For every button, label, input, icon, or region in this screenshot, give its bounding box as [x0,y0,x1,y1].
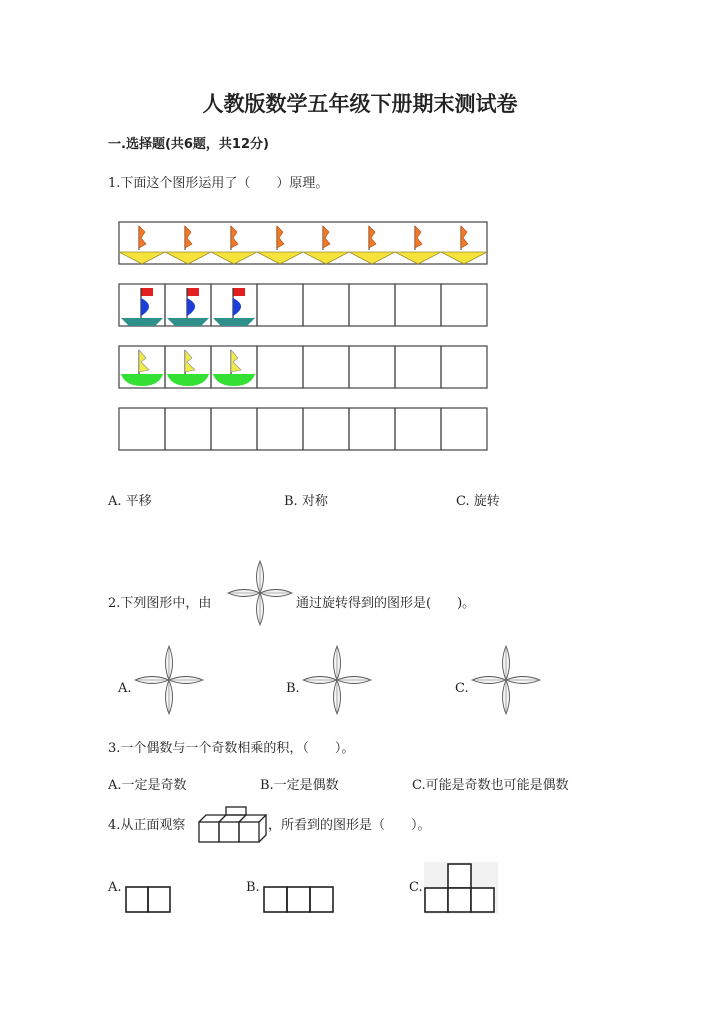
blue-sail-icon [187,298,195,316]
q4-option-c[interactable]: C. [409,880,423,895]
boat-hull-icon [213,318,255,326]
red-flag-icon [141,288,153,296]
section-heading: 一.选择题(共6题，共12分) [108,137,269,152]
boat-row-green [119,346,487,388]
boat-hull-icon [167,318,209,326]
flag-triangle [303,252,349,264]
question-2-text-start: 2.下列图形中，由 [108,596,212,611]
green-hull-icon [167,374,209,386]
flag-triangle [441,252,487,264]
flag-icon [185,226,192,248]
red-flag-icon [187,288,199,296]
flag-icon [415,226,422,248]
empty-row [119,408,487,450]
flag-icon [231,226,238,248]
q4-option-b-shape [263,886,335,914]
yellow-sail-icon [139,350,149,372]
question-4-text-start: 4.从正面观察 [108,818,186,833]
flag-icon [139,226,146,248]
flag-triangle [211,252,257,264]
flag-icon [369,226,376,248]
q2-option-a[interactable]: A. [118,681,132,696]
flag-triangle [119,252,165,264]
question-4-text-end: ，所看到的图形是（ ）。 [268,818,431,833]
petal-figure-icon [225,558,295,628]
yellow-sail-icon [231,350,241,372]
flag-triangle [349,252,395,264]
page-title: 人教版数学五年级下册期末测试卷 [202,92,518,116]
q1-option-b[interactable]: B. 对称 [284,494,328,509]
flag-icon [461,226,468,248]
q3-option-a[interactable]: A.一定是奇数 [108,778,187,793]
green-hull-icon [121,374,163,386]
q2-option-c[interactable]: C. [455,681,469,696]
flag-icon [323,226,330,248]
pattern-figure [118,220,490,455]
boat-hull-icon [121,318,163,326]
boat-row-blue [119,284,487,326]
q4-option-a-shape [125,886,173,914]
question-3-text: 3.一个偶数与一个奇数相乘的积，（ ）。 [108,741,355,756]
q3-option-c[interactable]: C.可能是奇数也可能是偶数 [412,778,569,793]
blue-sail-icon [141,298,149,316]
q2-option-b[interactable]: B. [286,681,300,696]
cube-stack-icon [198,806,266,846]
question-2-text-end: 通过旋转得到的图形是( )。 [296,596,476,611]
flag-triangle [165,252,211,264]
q1-option-c[interactable]: C. 旋转 [456,494,500,509]
q2-option-a-petal-icon [134,643,204,717]
yellow-sail-icon [185,350,195,372]
red-flag-icon [233,288,245,296]
q3-option-b[interactable]: B.一定是偶数 [260,778,339,793]
flag-triangle [257,252,303,264]
q4-option-c-shape [424,862,498,914]
blue-sail-icon [233,298,241,316]
flag-row [119,222,487,264]
flag-triangle [395,252,441,264]
flag-icon [277,226,284,248]
green-hull-icon [213,374,255,386]
q2-option-c-petal-icon [471,643,541,717]
q4-option-b[interactable]: B. [246,880,260,895]
q2-option-b-petal-icon [302,643,372,717]
question-1-text: 1.下面这个图形运用了（ ）原理。 [108,176,329,191]
q4-option-a[interactable]: A. [108,880,122,895]
q1-option-a[interactable]: A. 平移 [108,494,152,509]
